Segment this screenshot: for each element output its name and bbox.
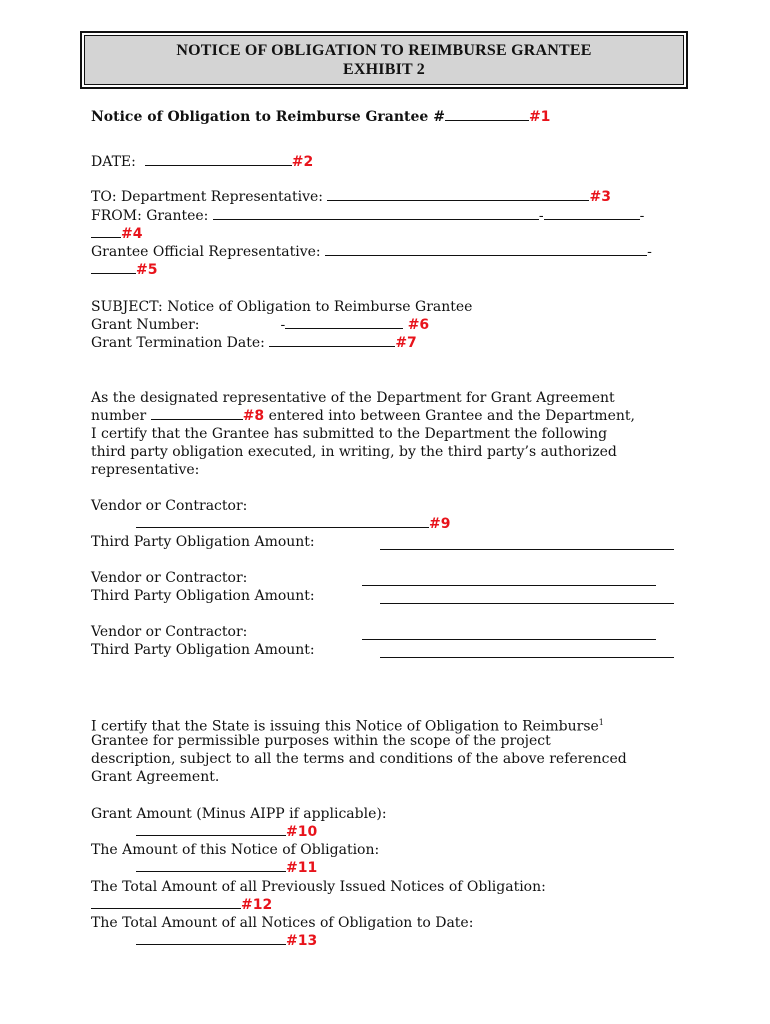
marker-2: #2 [291, 154, 314, 170]
header-title: NOTICE OF OBLIGATION TO REIMBURSE GRANTEE [176, 41, 592, 59]
termination-line [91, 334, 417, 352]
amount-field-1[interactable] [380, 549, 674, 550]
vendor-field-3[interactable] [362, 639, 656, 640]
footnote-ref: 1 [598, 718, 604, 727]
previous-line [91, 896, 272, 914]
official-line-cont [91, 261, 157, 279]
certify1-line2 [91, 407, 635, 425]
notice-number-field[interactable] [445, 108, 529, 121]
from-line [91, 207, 644, 225]
vendor-field-2[interactable] [362, 585, 656, 586]
marker-8: #8 [242, 408, 265, 424]
department-representative-field[interactable] [327, 188, 589, 201]
grant-number-line [91, 316, 429, 334]
certify2-line1-text: I certify that the State is issuing this Notice of Obligation to Reimburse [91, 718, 599, 735]
marker-1: #1 [528, 109, 551, 125]
vendor-label-1: Vendor or Contractor: [91, 498, 248, 514]
marker-11: #11 [286, 860, 318, 876]
official-representative-field-2[interactable] [91, 261, 136, 274]
previous-field[interactable] [91, 896, 241, 909]
date-line [91, 153, 313, 171]
subject-line: SUBJECT: Notice of Obligation to Reimburse Grantee [91, 299, 473, 315]
grant-amount-field[interactable] [136, 823, 286, 836]
date-field[interactable] [145, 153, 292, 166]
from-label: FROM: Grantee: [91, 208, 209, 224]
vendor-label-2: Vendor or Contractor: [91, 570, 248, 586]
agreement-number-field[interactable] [151, 407, 243, 420]
certify1-line4: third party obligation executed, in writing, by the third party’s authorized [91, 444, 617, 460]
grant-number-dash: - [280, 317, 286, 333]
amount-field-2[interactable] [380, 603, 674, 604]
marker-10: #10 [286, 824, 318, 840]
from-dash: - [538, 208, 544, 224]
header-box [80, 31, 688, 89]
marker-5: #5 [136, 262, 158, 278]
vendor-label-3: Vendor or Contractor: [91, 624, 248, 640]
grantee-field[interactable] [213, 207, 539, 220]
grant-number-label: Grant Number: [91, 317, 200, 333]
official-label: Grantee Official Representative: [91, 244, 321, 260]
certify1-line2-rest: entered into between Grantee and the Department, [264, 408, 635, 424]
official-representative-field[interactable] [325, 243, 647, 256]
termination-label: Grant Termination Date: [91, 335, 265, 351]
amount-label-2: Third Party Obligation Amount: [91, 588, 315, 604]
marker-12: #12 [241, 897, 273, 913]
grantee-field-2[interactable] [544, 207, 640, 220]
notice-title-text: Notice of Obligation to Reimburse Grantee # [91, 109, 445, 125]
from-dash-2: - [639, 208, 645, 224]
grant-number-field[interactable] [285, 316, 403, 329]
this-notice-line [136, 859, 317, 877]
header-banner [84, 35, 684, 85]
certify2-line4: Grant Agreement. [91, 769, 220, 785]
vendor-field-1[interactable] [136, 515, 429, 528]
grantee-field-3[interactable] [91, 225, 121, 238]
from-line-cont [91, 225, 142, 243]
total-line [136, 932, 317, 950]
this-notice-field[interactable] [136, 859, 286, 872]
marker-13: #13 [286, 933, 318, 949]
to-line [91, 188, 611, 206]
to-label: TO: Department Representative: [91, 189, 324, 205]
previous-label: The Total Amount of all Previously Issued Notices of Obligation: [91, 879, 546, 895]
amount-field-3[interactable] [380, 657, 674, 658]
marker-6: #6 [407, 317, 430, 333]
marker-9: #9 [429, 516, 451, 532]
certify1-line1: As the designated representative of the Department for Grant Agreement [91, 390, 615, 406]
termination-date-field[interactable] [269, 334, 395, 347]
certify1-line3: I certify that the Grantee has submitted to the Department the following [91, 426, 608, 442]
official-dash: - [647, 244, 652, 260]
vendor-line-1 [136, 515, 450, 533]
total-label: The Total Amount of all Notices of Obligation to Date: [91, 915, 474, 931]
certify1-number-label: number [91, 408, 147, 424]
header-exhibit: EXHIBIT 2 [343, 60, 425, 78]
this-notice-label: The Amount of this Notice of Obligation: [91, 842, 380, 858]
marker-7: #7 [395, 335, 417, 351]
grant-amount-line [136, 823, 317, 841]
official-line [91, 243, 652, 261]
certify2-line2: Grantee for permissible purposes within the scope of the project [91, 733, 551, 749]
marker-4: #4 [121, 226, 143, 242]
grant-amount-label: Grant Amount (Minus AIPP if applicable): [91, 806, 387, 822]
amount-label-3: Third Party Obligation Amount: [91, 642, 315, 658]
date-label: DATE: [91, 154, 136, 170]
certify2-line3: description, subject to all the terms and conditions of the above referenced [91, 751, 627, 767]
marker-3: #3 [589, 189, 611, 205]
certify1-line5: representative: [91, 462, 200, 478]
notice-title [91, 108, 550, 126]
total-field[interactable] [136, 932, 286, 945]
amount-label-1: Third Party Obligation Amount: [91, 534, 315, 550]
